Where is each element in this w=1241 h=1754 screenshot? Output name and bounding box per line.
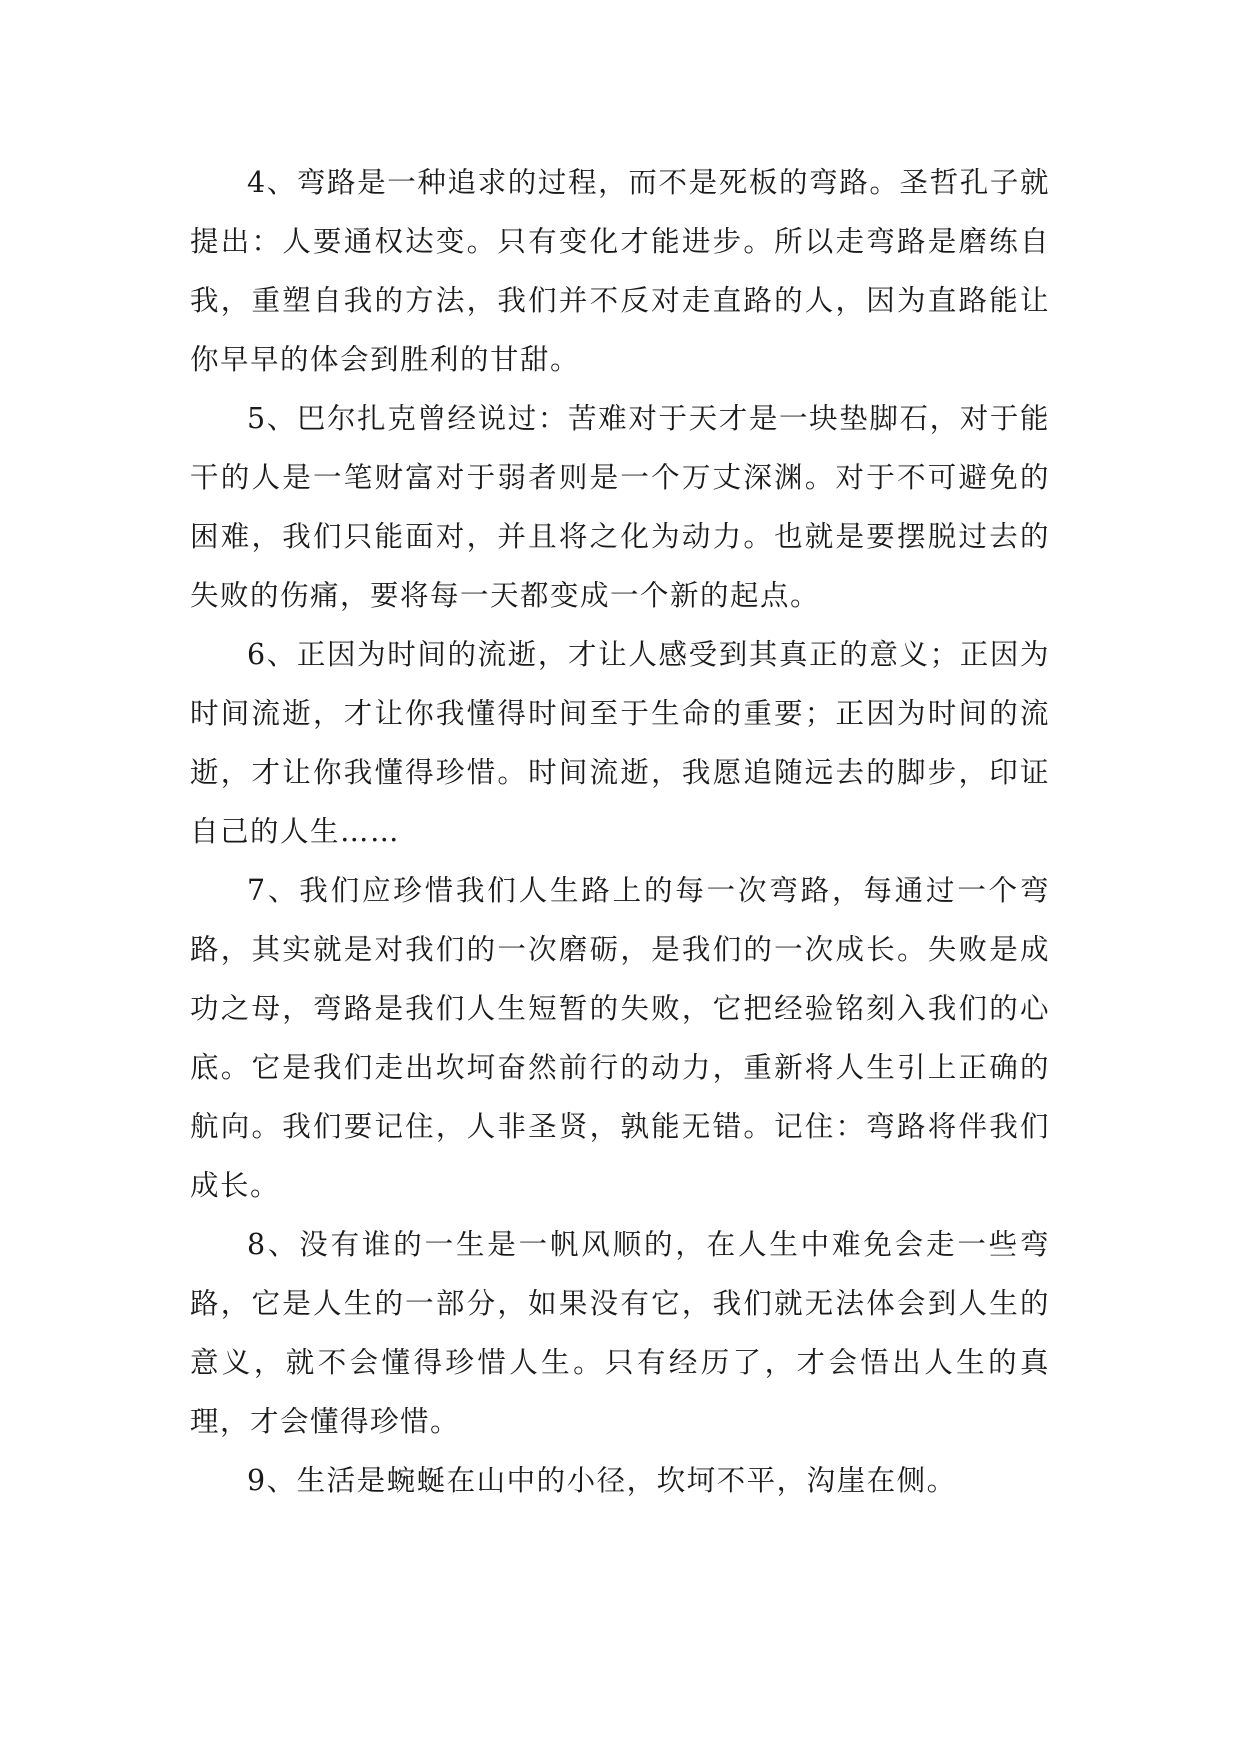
paragraph-4: 4、弯路是一种追求的过程，而不是死板的弯路。圣哲孔子就提出：人要通权达变。只有变化才能进步。所以走弯路是磨练自我，重塑自我的方法，我们并不反对走直路的人，因为直路能让你早早的体会到胜利的甘甜。 (190, 166, 1050, 376)
document-body (190, 153, 1050, 1510)
paragraph-5: 5、巴尔扎克曾经说过：苦难对于天才是一块垫脚石，对于能干的人是一笔财富对于弱者则是一个万丈深渊。对于不可避免的困难，我们只能面对，并且将之化为动力。也就是要摆脱过去的失败的伤痛，要将每一天都变成一个新的起点。 (190, 402, 1050, 612)
paragraph-9: 9、生活是蜿蜒在山中的小径，坎坷不平，沟崖在侧。 (247, 1464, 957, 1497)
paragraph-6: 6、正因为时间的流逝，才让人感受到其真正的意义；正因为时间流逝，才让你我懂得时间至于生命的重要；正因为时间的流逝，才让你我懂得珍惜。时间流逝，我愿追随远去的脚步，印证自己的人生…… (190, 638, 1050, 848)
paragraph-7: 7、我们应珍惜我们人生路上的每一次弯路，每通过一个弯路，其实就是对我们的一次磨砺，是我们的一次成长。失败是成功之母，弯路是我们人生短暂的失败，它把经验铭刻入我们的心底。它是我们走出坎坷奋然前行的动力，重新将人生引上正确的航向。我们要记住，人非圣贤，孰能无错。记住：弯路将伴我们成长。 (190, 874, 1050, 1202)
paragraph-8: 8、没有谁的一生是一帆风顺的，在人生中难免会走一些弯路，它是人生的一部分，如果没有它，我们就无法体会到人生的意义，就不会懂得珍惜人生。只有经历了，才会悟出人生的真理，才会懂得珍惜。 (190, 1228, 1050, 1438)
